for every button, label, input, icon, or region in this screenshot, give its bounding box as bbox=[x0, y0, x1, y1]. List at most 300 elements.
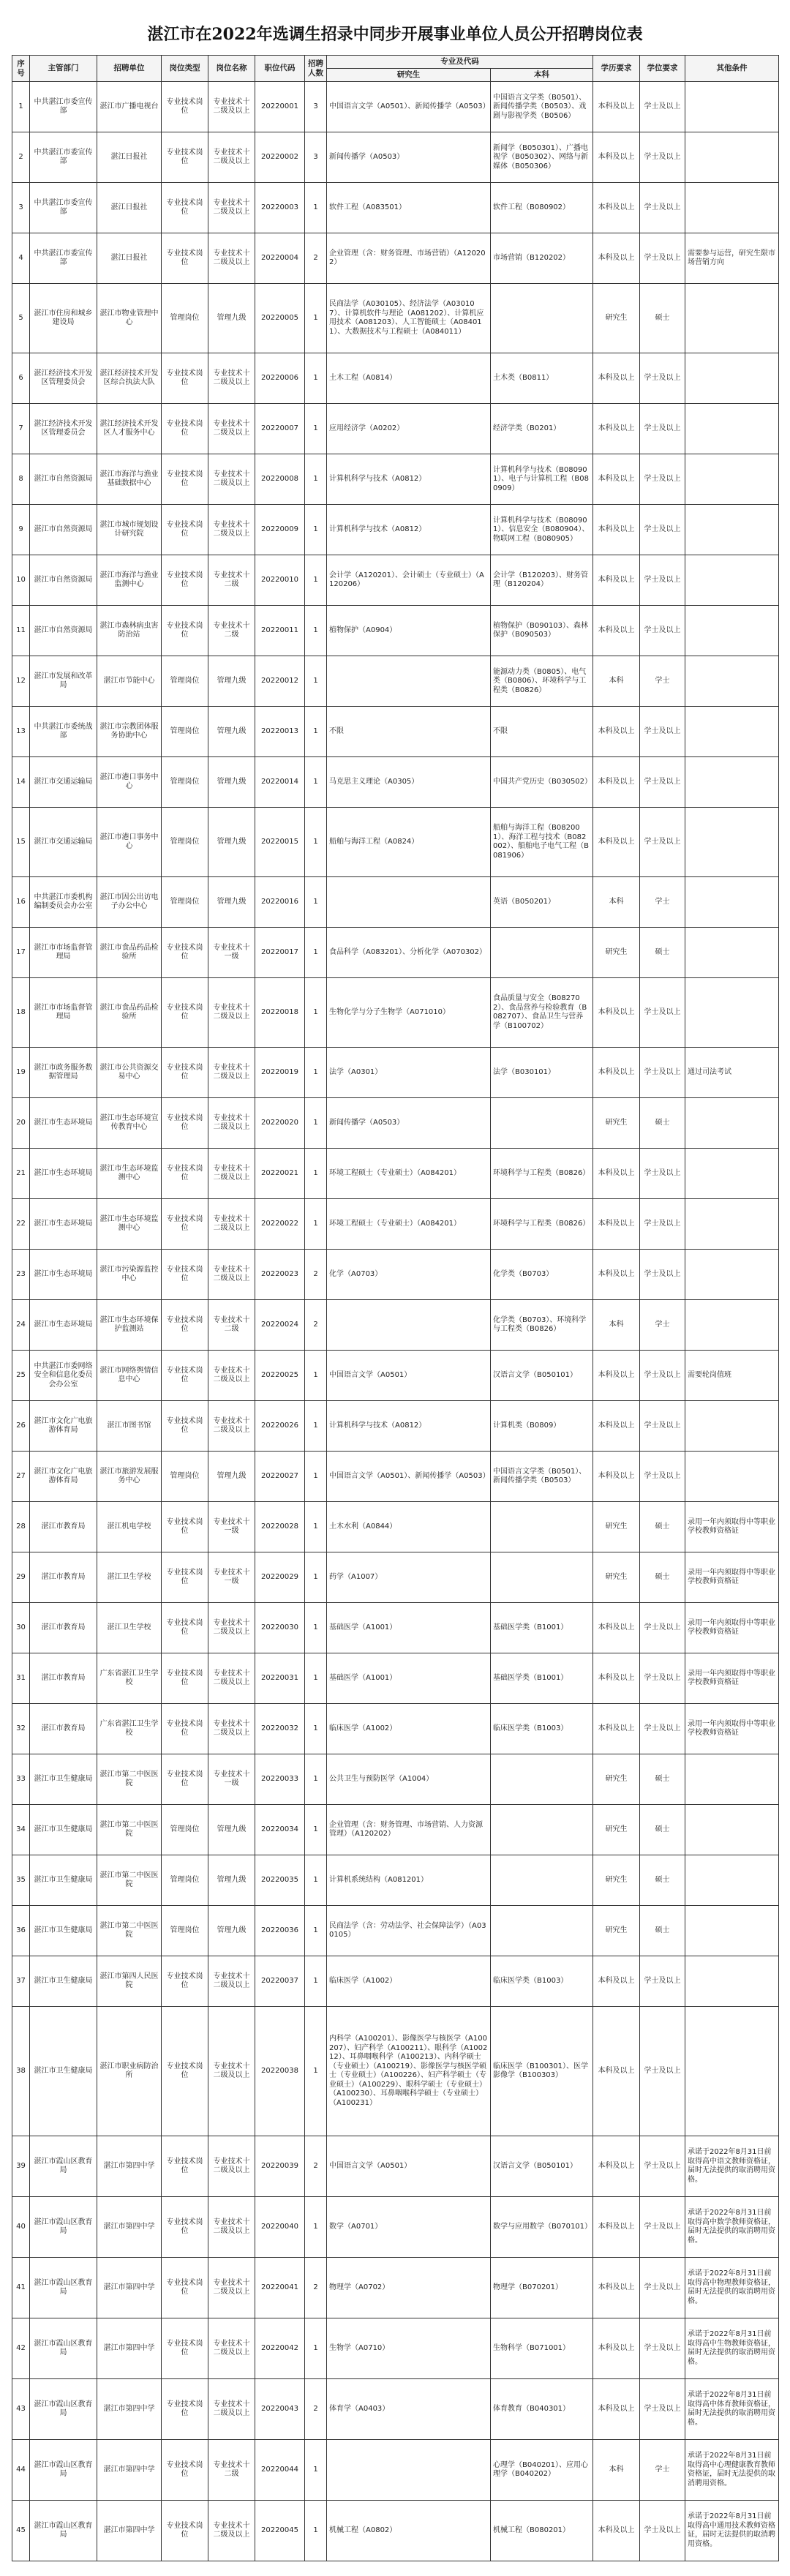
cell-degree: 学士及以上 bbox=[640, 2197, 685, 2258]
cell-seq: 20 bbox=[12, 1098, 30, 1149]
cell-type: 专业技术岗位 bbox=[162, 1956, 208, 2007]
cell-num: 1 bbox=[305, 1199, 327, 1250]
cell-seq: 17 bbox=[12, 928, 30, 978]
cell-code: 20220009 bbox=[255, 505, 305, 555]
cell-code: 20220038 bbox=[255, 2007, 305, 2136]
cell-edu: 本科及以上 bbox=[593, 808, 640, 877]
cell-degree: 学士及以上 bbox=[640, 1199, 685, 1250]
table-row bbox=[12, 757, 779, 808]
cell-type: 专业技术岗位 bbox=[162, 1098, 208, 1149]
cell-dept: 湛江市霞山区教育局 bbox=[30, 2440, 97, 2501]
cell-under: 植物保护（B090103）、森林保护（B090503） bbox=[491, 606, 593, 656]
cell-grad: 物理学（A0702） bbox=[327, 2258, 491, 2318]
cell-under bbox=[491, 1754, 593, 1805]
cell-other bbox=[685, 928, 779, 978]
cell-under: 机械工程（B080201） bbox=[491, 2501, 593, 2561]
cell-unit: 湛江日报社 bbox=[97, 233, 162, 284]
cell-code: 20220019 bbox=[255, 1048, 305, 1098]
cell-type: 专业技术岗位 bbox=[162, 233, 208, 284]
cell-other bbox=[685, 978, 779, 1048]
cell-edu: 本科及以上 bbox=[593, 606, 640, 656]
cell-under: 新闻学（B050301）、广播电视学（B050302）、网络与新媒体（B050306） bbox=[491, 132, 593, 183]
cell-code: 20220025 bbox=[255, 1351, 305, 1401]
cell-degree: 学士及以上 bbox=[640, 183, 685, 233]
table-row bbox=[12, 1199, 779, 1250]
table-row bbox=[12, 2197, 779, 2258]
cell-pos: 专业技术十二级 bbox=[208, 606, 255, 656]
cell-degree: 学士及以上 bbox=[640, 353, 685, 404]
cell-degree: 学士及以上 bbox=[640, 1653, 685, 1704]
cell-unit: 湛江市第四中学 bbox=[97, 2501, 162, 2561]
cell-edu: 研究生 bbox=[593, 284, 640, 353]
cell-type: 管理岗位 bbox=[162, 1452, 208, 1502]
cell-unit: 湛江日报社 bbox=[97, 132, 162, 183]
table-row bbox=[12, 2136, 779, 2197]
cell-seq: 39 bbox=[12, 2136, 30, 2197]
cell-dept: 中共湛江市委网络安全和信息化委员会办公室 bbox=[30, 1351, 97, 1401]
cell-seq: 9 bbox=[12, 505, 30, 555]
cell-type: 管理岗位 bbox=[162, 1805, 208, 1855]
table-row bbox=[12, 656, 779, 707]
cell-grad: 民商法学（A030105）、经济法学（A030107）、计算机软件与理论（A081202）、计算机应用技术（A081203）、人工智能硕士（A084011）、大数据技术与工程硕士（A084011） bbox=[327, 284, 491, 353]
cell-seq: 23 bbox=[12, 1250, 30, 1300]
cell-degree: 学士及以上 bbox=[640, 757, 685, 808]
cell-under: 体育教育（B040301） bbox=[491, 2379, 593, 2440]
cell-degree: 学士及以上 bbox=[640, 505, 685, 555]
table-row bbox=[12, 1552, 779, 1603]
cell-pos: 管理九级 bbox=[208, 808, 255, 877]
cell-dept: 湛江市教育局 bbox=[30, 1502, 97, 1552]
cell-unit: 湛江市因公出访电子办公中心 bbox=[97, 877, 162, 928]
cell-degree: 学士及以上 bbox=[640, 1351, 685, 1401]
cell-other: 录用一年内须取得中等职业学校教师资格证 bbox=[685, 1552, 779, 1603]
cell-other bbox=[685, 1855, 779, 1906]
cell-num: 1 bbox=[305, 1906, 327, 1956]
cell-unit: 湛江市宗教团体服务协助中心 bbox=[97, 707, 162, 757]
cell-pos: 专业技术十二级及以上 bbox=[208, 505, 255, 555]
cell-degree: 学士 bbox=[640, 656, 685, 707]
cell-pos: 专业技术十二级及以上 bbox=[208, 1250, 255, 1300]
cell-other: 承诺于2022年8月31日前取得高中数学教师资格证，届时无法提供的取消聘用资格。 bbox=[685, 2197, 779, 2258]
cell-dept: 中共湛江市委宣传部 bbox=[30, 132, 97, 183]
table-row bbox=[12, 1250, 779, 1300]
cell-grad: 生物化学与分子生物学（A071010） bbox=[327, 978, 491, 1048]
cell-edu: 研究生 bbox=[593, 1855, 640, 1906]
cell-type: 专业技术岗位 bbox=[162, 1300, 208, 1351]
cell-num: 1 bbox=[305, 1552, 327, 1603]
cell-pos: 专业技术十二级 bbox=[208, 2440, 255, 2501]
cell-seq: 13 bbox=[12, 707, 30, 757]
cell-under: 生物科学（B071001） bbox=[491, 2318, 593, 2379]
table-row bbox=[12, 233, 779, 284]
cell-grad: 化学（A0703） bbox=[327, 1250, 491, 1300]
document-title: 湛江市在2022年选调生招录中同步开展事业单位人员公开招聘岗位表 bbox=[147, 25, 643, 44]
cell-num: 1 bbox=[305, 1704, 327, 1754]
header-other: 其他条件 bbox=[685, 56, 779, 82]
cell-num: 1 bbox=[305, 2501, 327, 2561]
cell-pos: 专业技术十二级及以上 bbox=[208, 183, 255, 233]
cell-dept: 湛江市交通运输局 bbox=[30, 808, 97, 877]
table-row bbox=[12, 1956, 779, 2007]
cell-grad: 数学（A0701） bbox=[327, 2197, 491, 2258]
cell-edu: 研究生 bbox=[593, 1552, 640, 1603]
cell-pos: 专业技术十一级 bbox=[208, 928, 255, 978]
cell-seq: 44 bbox=[12, 2440, 30, 2501]
cell-type: 管理岗位 bbox=[162, 656, 208, 707]
cell-num: 1 bbox=[305, 1754, 327, 1805]
cell-seq: 11 bbox=[12, 606, 30, 656]
cell-code: 20220031 bbox=[255, 1653, 305, 1704]
cell-num: 2 bbox=[305, 1250, 327, 1300]
cell-num: 2 bbox=[305, 2136, 327, 2197]
cell-other bbox=[685, 555, 779, 606]
cell-degree: 学士及以上 bbox=[640, 1048, 685, 1098]
cell-dept: 湛江市霞山区教育局 bbox=[30, 2501, 97, 2561]
cell-pos: 专业技术十二级及以上 bbox=[208, 2318, 255, 2379]
cell-dept: 湛江市霞山区教育局 bbox=[30, 2136, 97, 2197]
cell-num: 3 bbox=[305, 132, 327, 183]
cell-edu: 本科及以上 bbox=[593, 757, 640, 808]
cell-unit: 湛江市生态环境宣传教育中心 bbox=[97, 1098, 162, 1149]
cell-other bbox=[685, 1199, 779, 1250]
cell-unit: 湛江市第四中学 bbox=[97, 2318, 162, 2379]
cell-num: 1 bbox=[305, 404, 327, 454]
cell-type: 管理岗位 bbox=[162, 1906, 208, 1956]
cell-degree: 硕士 bbox=[640, 1855, 685, 1906]
cell-edu: 研究生 bbox=[593, 1098, 640, 1149]
cell-type: 专业技术岗位 bbox=[162, 1351, 208, 1401]
cell-unit: 湛江市职业病防治所 bbox=[97, 2007, 162, 2136]
cell-type: 管理岗位 bbox=[162, 1855, 208, 1906]
cell-num: 2 bbox=[305, 2379, 327, 2440]
cell-grad: 药学（A1007） bbox=[327, 1552, 491, 1603]
cell-dept: 湛江市教育局 bbox=[30, 1704, 97, 1754]
cell-seq: 42 bbox=[12, 2318, 30, 2379]
cell-edu: 本科及以上 bbox=[593, 2007, 640, 2136]
cell-degree: 学士及以上 bbox=[640, 1704, 685, 1754]
cell-edu: 本科及以上 bbox=[593, 1401, 640, 1452]
cell-code: 20220004 bbox=[255, 233, 305, 284]
cell-other bbox=[685, 1401, 779, 1452]
cell-grad: 民商法学（含：劳动法学、社会保障法学）（A030105） bbox=[327, 1906, 491, 1956]
cell-other bbox=[685, 1250, 779, 1300]
cell-other: 承诺于2022年8月31日前取得高中生物教师资格证，届时无法提供的取消聘用资格。 bbox=[685, 2318, 779, 2379]
table-row bbox=[12, 2318, 779, 2379]
cell-pos: 管理九级 bbox=[208, 707, 255, 757]
cell-seq: 24 bbox=[12, 1300, 30, 1351]
cell-dept: 湛江市卫生健康局 bbox=[30, 1855, 97, 1906]
cell-code: 20220021 bbox=[255, 1149, 305, 1199]
cell-edu: 研究生 bbox=[593, 1805, 640, 1855]
cell-grad: 基础医学（A1001） bbox=[327, 1653, 491, 1704]
cell-other: 需要轮岗值班 bbox=[685, 1351, 779, 1401]
cell-dept: 中共湛江市委宣传部 bbox=[30, 82, 97, 132]
cell-other bbox=[685, 808, 779, 877]
cell-num: 1 bbox=[305, 1048, 327, 1098]
cell-degree: 学士及以上 bbox=[640, 233, 685, 284]
cell-dept: 湛江市文化广电旅游体育局 bbox=[30, 1452, 97, 1502]
cell-degree: 硕士 bbox=[640, 1906, 685, 1956]
cell-under: 环境科学与工程类（B0826） bbox=[491, 1149, 593, 1199]
cell-edu: 本科及以上 bbox=[593, 1250, 640, 1300]
cell-degree: 学士及以上 bbox=[640, 132, 685, 183]
cell-unit: 湛江市旅游发展服务中心 bbox=[97, 1452, 162, 1502]
cell-degree: 硕士 bbox=[640, 284, 685, 353]
cell-pos: 管理九级 bbox=[208, 656, 255, 707]
cell-under: 土木类（B0811） bbox=[491, 353, 593, 404]
cell-num: 1 bbox=[305, 1603, 327, 1653]
cell-under bbox=[491, 284, 593, 353]
cell-seq: 3 bbox=[12, 183, 30, 233]
cell-type: 专业技术岗位 bbox=[162, 928, 208, 978]
cell-dept: 湛江市市场监督管理局 bbox=[30, 928, 97, 978]
cell-type: 专业技术岗位 bbox=[162, 978, 208, 1048]
cell-num: 1 bbox=[305, 2197, 327, 2258]
cell-dept: 湛江市卫生健康局 bbox=[30, 1754, 97, 1805]
header-under: 本科 bbox=[491, 69, 593, 82]
cell-under: 计算机类（B0809） bbox=[491, 1401, 593, 1452]
cell-other: 录用一年内须取得中等职业学校教师资格证 bbox=[685, 1704, 779, 1754]
cell-edu: 本科及以上 bbox=[593, 505, 640, 555]
table-row bbox=[12, 2379, 779, 2440]
cell-unit: 湛江经济技术开发区人才服务中心 bbox=[97, 404, 162, 454]
cell-other bbox=[685, 1805, 779, 1855]
cell-grad: 公共卫生与预防医学（A1004） bbox=[327, 1754, 491, 1805]
cell-code: 20220042 bbox=[255, 2318, 305, 2379]
cell-pos: 专业技术十二级及以上 bbox=[208, 2007, 255, 2136]
cell-grad: 环境工程硕士（专业硕士）（A084201） bbox=[327, 1199, 491, 1250]
table-row bbox=[12, 1805, 779, 1855]
cell-pos: 专业技术十二级及以上 bbox=[208, 1653, 255, 1704]
cell-other: 承诺于2022年8月31日前取得高中语文教师资格证，届时无法提供的取消聘用资格。 bbox=[685, 2136, 779, 2197]
cell-edu: 本科 bbox=[593, 1300, 640, 1351]
cell-edu: 本科及以上 bbox=[593, 353, 640, 404]
cell-unit: 湛江市生态环境监测中心 bbox=[97, 1149, 162, 1199]
cell-seq: 32 bbox=[12, 1704, 30, 1754]
cell-unit: 湛江市第四中学 bbox=[97, 2379, 162, 2440]
cell-under: 中国语言文学类（B0501）、新闻传播学类（B0503） bbox=[491, 1452, 593, 1502]
cell-dept: 湛江市住房和城乡建设局 bbox=[30, 284, 97, 353]
cell-unit: 湛江卫生学校 bbox=[97, 1552, 162, 1603]
cell-edu: 本科 bbox=[593, 656, 640, 707]
cell-seq: 27 bbox=[12, 1452, 30, 1502]
cell-pos: 专业技术十二级及以上 bbox=[208, 1401, 255, 1452]
cell-type: 专业技术岗位 bbox=[162, 1704, 208, 1754]
cell-degree: 学士及以上 bbox=[640, 1956, 685, 2007]
cell-other: 录用一年内须取得中等职业学校教师资格证 bbox=[685, 1653, 779, 1704]
cell-code: 20220033 bbox=[255, 1754, 305, 1805]
cell-code: 20220016 bbox=[255, 877, 305, 928]
cell-code: 20220015 bbox=[255, 808, 305, 877]
header-dept: 主管部门 bbox=[30, 56, 97, 82]
cell-type: 专业技术岗位 bbox=[162, 2501, 208, 2561]
cell-num: 2 bbox=[305, 233, 327, 284]
cell-seq: 2 bbox=[12, 132, 30, 183]
cell-other bbox=[685, 1452, 779, 1502]
cell-under bbox=[491, 1552, 593, 1603]
cell-grad: 会计学（A120201）、会计硕士（专业硕士）（A120206） bbox=[327, 555, 491, 606]
cell-degree: 学士及以上 bbox=[640, 1149, 685, 1199]
cell-unit: 湛江市物业管理中心 bbox=[97, 284, 162, 353]
table-row bbox=[12, 1704, 779, 1754]
cell-pos: 专业技术十二级 bbox=[208, 555, 255, 606]
cell-seq: 29 bbox=[12, 1552, 30, 1603]
cell-under bbox=[491, 1906, 593, 1956]
cell-dept: 湛江市卫生健康局 bbox=[30, 1906, 97, 1956]
cell-other bbox=[685, 505, 779, 555]
cell-num: 1 bbox=[305, 2440, 327, 2501]
cell-unit: 湛江卫生学校 bbox=[97, 1603, 162, 1653]
cell-seq: 12 bbox=[12, 656, 30, 707]
cell-under: 计算机科学与技术（B080901）、信息安全（B080904）、物联网工程（B080905） bbox=[491, 505, 593, 555]
header-edu: 学历要求 bbox=[593, 56, 640, 82]
cell-type: 专业技术岗位 bbox=[162, 555, 208, 606]
cell-other bbox=[685, 454, 779, 505]
table-row bbox=[12, 978, 779, 1048]
cell-under: 汉语言文学（B050101） bbox=[491, 1351, 593, 1401]
cell-edu: 本科及以上 bbox=[593, 183, 640, 233]
cell-other bbox=[685, 132, 779, 183]
cell-other: 录用一年内须取得中等职业学校教师资格证 bbox=[685, 1603, 779, 1653]
cell-edu: 研究生 bbox=[593, 1754, 640, 1805]
cell-num: 1 bbox=[305, 1351, 327, 1401]
cell-code: 20220040 bbox=[255, 2197, 305, 2258]
cell-num: 1 bbox=[305, 877, 327, 928]
table-row bbox=[12, 606, 779, 656]
cell-unit: 湛江市食品药品检验所 bbox=[97, 978, 162, 1048]
cell-num: 1 bbox=[305, 284, 327, 353]
cell-seq: 26 bbox=[12, 1401, 30, 1452]
cell-seq: 41 bbox=[12, 2258, 30, 2318]
cell-seq: 6 bbox=[12, 353, 30, 404]
cell-edu: 本科及以上 bbox=[593, 707, 640, 757]
cell-unit: 湛江市污染源监控中心 bbox=[97, 1250, 162, 1300]
cell-code: 20220029 bbox=[255, 1552, 305, 1603]
cell-grad: 基础医学（A1001） bbox=[327, 1603, 491, 1653]
cell-grad: 植物保护（A0904） bbox=[327, 606, 491, 656]
cell-seq: 33 bbox=[12, 1754, 30, 1805]
table-row bbox=[12, 284, 779, 353]
table-row bbox=[12, 1906, 779, 1956]
cell-code: 20220017 bbox=[255, 928, 305, 978]
cell-dept: 湛江市生态环境局 bbox=[30, 1098, 97, 1149]
table-row bbox=[12, 555, 779, 606]
cell-code: 20220023 bbox=[255, 1250, 305, 1300]
cell-seq: 19 bbox=[12, 1048, 30, 1098]
cell-grad bbox=[327, 877, 491, 928]
cell-other bbox=[685, 1956, 779, 2007]
cell-type: 专业技术岗位 bbox=[162, 1048, 208, 1098]
cell-under: 临床医学类（B1003） bbox=[491, 1704, 593, 1754]
cell-edu: 本科及以上 bbox=[593, 233, 640, 284]
cell-dept: 湛江市生态环境局 bbox=[30, 1250, 97, 1300]
cell-under: 心理学（B040201）、应用心理学（B040202） bbox=[491, 2440, 593, 2501]
cell-num: 1 bbox=[305, 353, 327, 404]
cell-degree: 学士及以上 bbox=[640, 1250, 685, 1300]
cell-code: 20220014 bbox=[255, 757, 305, 808]
cell-unit: 湛江市第四人民医院 bbox=[97, 1956, 162, 2007]
cell-grad: 食品科学（A083201）、分析化学（A070302） bbox=[327, 928, 491, 978]
cell-code: 20220028 bbox=[255, 1502, 305, 1552]
cell-type: 专业技术岗位 bbox=[162, 1250, 208, 1300]
cell-grad: 生物学（A0710） bbox=[327, 2318, 491, 2379]
cell-num: 1 bbox=[305, 454, 327, 505]
cell-num: 1 bbox=[305, 2007, 327, 2136]
cell-degree: 硕士 bbox=[640, 1098, 685, 1149]
header-unit: 招聘单位 bbox=[97, 56, 162, 82]
cell-unit: 湛江市港口事务中心 bbox=[97, 808, 162, 877]
cell-seq: 18 bbox=[12, 978, 30, 1048]
cell-num: 3 bbox=[305, 82, 327, 132]
cell-code: 20220001 bbox=[255, 82, 305, 132]
header-type: 岗位类型 bbox=[162, 56, 208, 82]
cell-code: 20220022 bbox=[255, 1199, 305, 1250]
cell-dept: 湛江市霞山区教育局 bbox=[30, 2379, 97, 2440]
cell-under: 化学类（B0703） bbox=[491, 1250, 593, 1300]
cell-edu: 研究生 bbox=[593, 1502, 640, 1552]
cell-under: 汉语言文学（B050101） bbox=[491, 2136, 593, 2197]
table-row bbox=[12, 183, 779, 233]
cell-dept: 湛江经济技术开发区管理委员会 bbox=[30, 353, 97, 404]
cell-unit: 湛江机电学校 bbox=[97, 1502, 162, 1552]
cell-pos: 专业技术十二级 bbox=[208, 1300, 255, 1351]
cell-degree: 学士及以上 bbox=[640, 82, 685, 132]
cell-edu: 本科及以上 bbox=[593, 2318, 640, 2379]
cell-type: 专业技术岗位 bbox=[162, 2258, 208, 2318]
cell-other bbox=[685, 2007, 779, 2136]
cell-grad: 船舶与海洋工程（A0824） bbox=[327, 808, 491, 877]
cell-type: 管理岗位 bbox=[162, 877, 208, 928]
cell-code: 20220036 bbox=[255, 1906, 305, 1956]
cell-type: 管理岗位 bbox=[162, 707, 208, 757]
header-seq: 序号 bbox=[12, 56, 30, 82]
cell-dept: 湛江市霞山区教育局 bbox=[30, 2318, 97, 2379]
cell-other bbox=[685, 877, 779, 928]
cell-grad: 土木工程（A0814） bbox=[327, 353, 491, 404]
cell-other: 承诺于2022年8月31日前取得高中物理教师资格证，届时无法提供的取消聘用资格。 bbox=[685, 2258, 779, 2318]
cell-grad: 法学（A0301） bbox=[327, 1048, 491, 1098]
cell-edu: 本科及以上 bbox=[593, 2501, 640, 2561]
cell-other: 通过司法考试 bbox=[685, 1048, 779, 1098]
cell-dept: 湛江市教育局 bbox=[30, 1552, 97, 1603]
cell-pos: 专业技术十一级 bbox=[208, 1754, 255, 1805]
cell-pos: 专业技术十二级及以上 bbox=[208, 2258, 255, 2318]
cell-grad: 中国语言文学（A0501）、新闻传播学（A0503） bbox=[327, 82, 491, 132]
cell-under bbox=[491, 1855, 593, 1906]
cell-other bbox=[685, 1906, 779, 1956]
cell-degree: 学士及以上 bbox=[640, 1452, 685, 1502]
cell-under bbox=[491, 1098, 593, 1149]
cell-grad bbox=[327, 2440, 491, 2501]
cell-dept: 中共湛江市委宣传部 bbox=[30, 183, 97, 233]
cell-other bbox=[685, 1300, 779, 1351]
cell-code: 20220020 bbox=[255, 1098, 305, 1149]
cell-unit: 湛江市第二中医医院 bbox=[97, 1855, 162, 1906]
cell-dept: 中共湛江市委机构编制委员会办公室 bbox=[30, 877, 97, 928]
cell-edu: 本科 bbox=[593, 877, 640, 928]
cell-other: 录用一年内须取得中等职业学校教师资格证 bbox=[685, 1502, 779, 1552]
cell-edu: 本科及以上 bbox=[593, 1149, 640, 1199]
cell-dept: 湛江市发展和改革局 bbox=[30, 656, 97, 707]
cell-num: 1 bbox=[305, 1098, 327, 1149]
cell-grad: 机械工程（A0802） bbox=[327, 2501, 491, 2561]
cell-grad: 计算机科学与技术（A0812） bbox=[327, 454, 491, 505]
cell-pos: 专业技术十一级 bbox=[208, 1552, 255, 1603]
cell-edu: 本科及以上 bbox=[593, 132, 640, 183]
cell-code: 20220013 bbox=[255, 707, 305, 757]
cell-grad: 计算机系统结构（A081201） bbox=[327, 1855, 491, 1906]
table-header bbox=[12, 56, 779, 82]
